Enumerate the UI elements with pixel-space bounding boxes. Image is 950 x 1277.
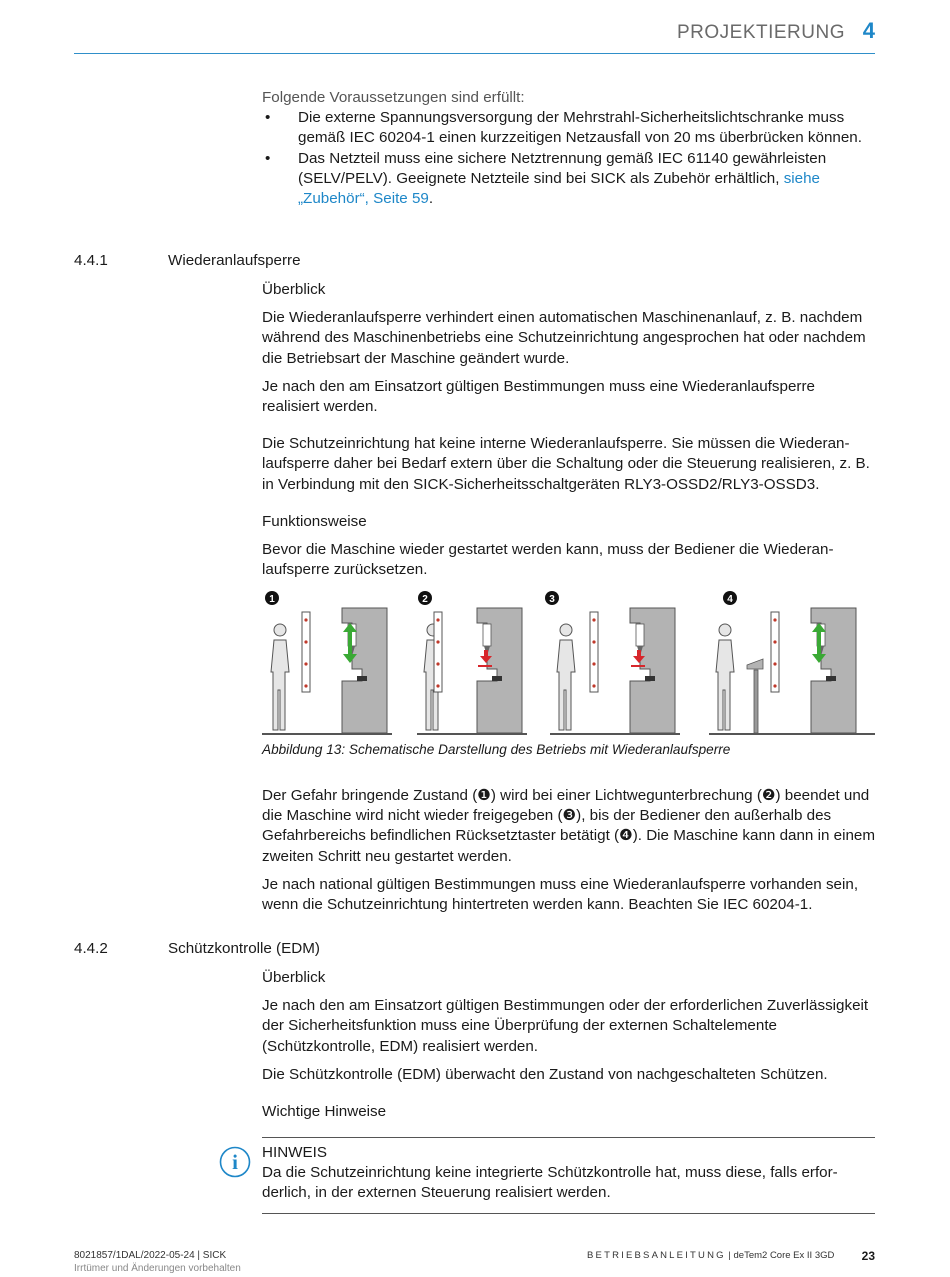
list-item-end: . <box>428 190 434 208</box>
figure-panel-2 <box>417 591 527 735</box>
list-item-text: Das Netzteil muss eine sichere Netztrennung gemäß IEC 61140 gewährleisten (SELV/PELV). Geeignete Netzteile sind bei SICK als Zubehör erhältlich, <box>298 149 827 187</box>
paragraph: Die Wiederanlaufsperre verhindert einen automatischen Maschinenanlauf, z. B. nachdem während des Maschinenbetriebs eine Schutzeinrichtung angesprochen hat oder nachdem die Betriebsart der Maschine geändert wurde. <box>262 309 866 367</box>
subheading-important-notes: Wichtige Hinweise <box>262 1103 387 1121</box>
footer-doc-number: 8021857/1DAL/2022-05-24 | SICK <box>74 1250 227 1261</box>
footer-disclaimer: Irrtümer und Änderungen vorbehalten <box>74 1263 241 1274</box>
list-item <box>262 108 875 148</box>
panel-number-1: 1 <box>269 594 275 605</box>
section-4-4-1-overview <box>262 280 875 580</box>
panel-number-4: 4 <box>727 594 733 605</box>
chapter-title: PROJEKTIERUNG <box>676 22 845 43</box>
note-bottom-rule <box>262 1213 875 1214</box>
section-4-4-1-explanation <box>262 786 875 915</box>
footer-product: | deTem2 Core Ex II 3GD <box>725 1250 835 1261</box>
page-number: 23 <box>861 1249 875 1263</box>
paragraph: Der Gefahr bringende Zustand (❶) wird bei einer Lichtwegunterbrechung (❷) beendet und die Maschine wird nicht wieder freigegeben (❸), bis der Bediener den außerhalb des Gefahrbereichs befindlichen Rücksetztaster betätigt (❹). Die Maschine kann dann in einem zweiten Schritt neu gestartet werden. <box>262 787 875 865</box>
subheading-function: Funktionsweise <box>262 512 367 530</box>
paragraph: Je nach national gültigen Bestimmungen muss eine Wiederanlaufsperre vorhanden sein, wenn die Schutzeinrichtung hintertreten werden kann. Beachten Sie IEC 60204-1. <box>262 875 859 914</box>
prerequisites-list <box>262 108 875 209</box>
prerequisites-lead: Folgende Voraussetzungen sind erfüllt: <box>262 89 525 106</box>
bullet: • <box>265 149 271 167</box>
paragraph: Bevor die Maschine wieder gestartet werden kann, muss der Bediener die Wiederanlaufsperre zurücksetzen. <box>262 541 834 579</box>
paragraph: Je nach den am Einsatzort gültigen Bestimmungen muss eine Wiederanlaufsperre realisiert werden. <box>262 377 815 416</box>
section-title-wiederanlaufsperre: Wiederanlaufsperre <box>168 252 301 269</box>
page-header <box>74 18 875 54</box>
note-text: Da die Schutzeinrichtung keine integrierte Schützkontrolle hat, muss diese, falls erforderlich, in der externen Steuerung realisiert werden. <box>262 1164 838 1202</box>
section-number-4-4-1: 4.4.1 <box>74 252 108 269</box>
note-label: HINWEIS <box>262 1144 327 1161</box>
subheading-overview: Überblick <box>262 281 326 298</box>
section-title-edm: Schützkontrolle (EDM) <box>168 940 320 957</box>
subheading-overview: Überblick <box>262 969 326 986</box>
list-item <box>262 149 875 210</box>
section-4-4-2-overview <box>262 968 875 1122</box>
figure-caption: Abbildung 13: Schematische Darstellung des Betriebs mit Wiederanlaufsperre <box>262 742 731 757</box>
info-icon <box>219 1146 251 1178</box>
list-item-text: Die externe Spannungsversorgung der Mehrstrahl-Sicherheitslichtschranke muss gemäß IEC 60204-1 einen kurzzeitigen Netzausfall von 20 ms überbrücken können. <box>298 109 862 147</box>
panel-number-3: 3 <box>549 594 555 605</box>
paragraph: Je nach den am Einsatzort gültigen Bestimmungen oder der erforderlichen Zuverlässigkeit der Sicherheitsfunktion muss eine Überprüfung der externen Schaltelemente (Schützkontrolle, EDM) realisiert werden. <box>262 997 869 1055</box>
reset-button-stand <box>747 659 763 733</box>
figure-panel-3 <box>545 591 680 735</box>
footer-doc-info <box>74 1249 241 1275</box>
figure-panel-4 <box>709 591 875 735</box>
paragraph: Die Schutzeinrichtung hat keine interne Wiederanlaufsperre. Sie müssen die Wiederanlaufsperre daher bei Bedarf extern über die Schaltung oder die Steuerung realisieren, z. B. in Verbindung mit den SICK-Sicherheitsschaltgeräten RLY3-OSSD2/RLY3-OSSD3. <box>262 435 870 493</box>
prerequisites-block <box>262 88 875 209</box>
footer-manual-info <box>587 1250 834 1261</box>
note-top-rule <box>262 1137 875 1138</box>
info-icon-letter: i <box>232 1150 238 1174</box>
note-block <box>262 1143 875 1204</box>
restart-interlock-figure <box>262 590 875 740</box>
panel-number-2: 2 <box>422 594 428 605</box>
figure-panel-1 <box>262 591 392 735</box>
paragraph: Die Schützkontrolle (EDM) überwacht den Zustand von nachgeschalteten Schützen. <box>262 1065 828 1083</box>
footer-manual-label: BETRIEBSANLEITUNG <box>587 1250 726 1261</box>
bullet: • <box>265 109 271 127</box>
chapter-number: 4 <box>862 18 875 43</box>
accessories-link[interactable]: siehe „Zubehör“, Seite 59 <box>298 169 820 208</box>
section-number-4-4-2: 4.4.2 <box>74 940 108 957</box>
